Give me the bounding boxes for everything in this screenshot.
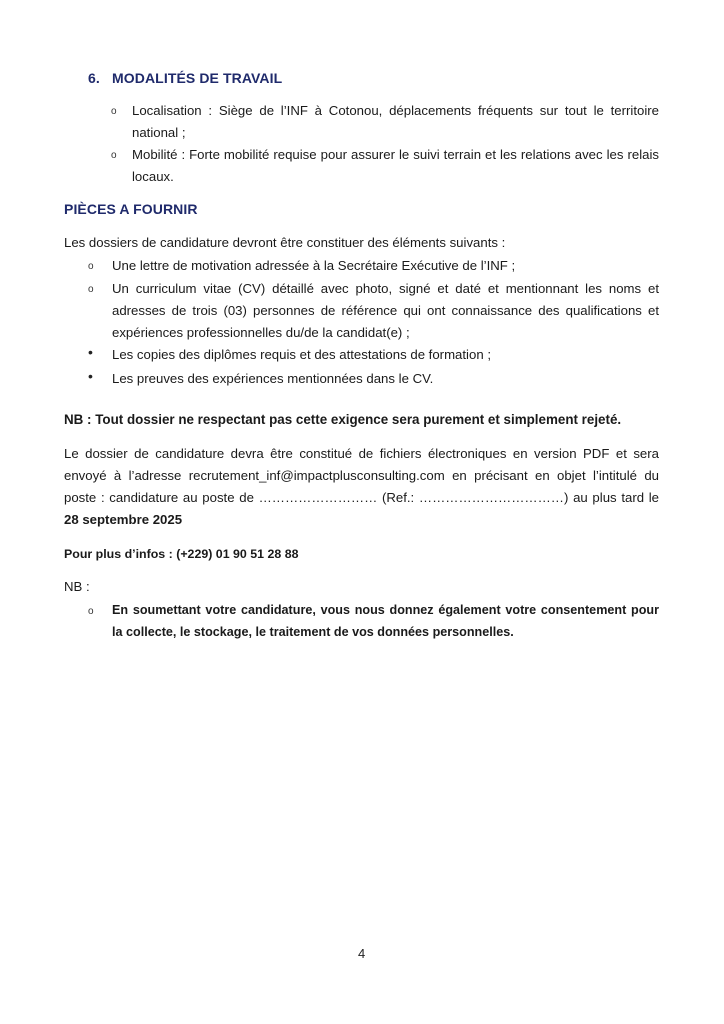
circle-bullet-icon: o [111, 150, 117, 161]
info-line: Pour plus d’infos : (+229) 01 90 51 28 88 [64, 547, 299, 561]
pieces-intro: Les dossiers de candidature devront être constituer des éléments suivants : [64, 235, 506, 250]
nb-warning: NB : Tout dossier ne respectant pas cette exigence sera purement et simplement rejeté. [64, 412, 622, 427]
dot-bullet-icon: • [88, 368, 93, 384]
consent-notice: En soumettant votre candidature, vous nous donnez également votre consentement pour la collecte, le stockage, le traitement de vos données personnelles. [112, 603, 659, 639]
list-item-diplomes: Les copies des diplômes requis et des attestations de formation ; [112, 347, 491, 362]
submission-paragraph [64, 443, 659, 531]
deadline: 28 septembre 2025 [64, 512, 183, 527]
circle-bullet-icon: o [88, 261, 94, 272]
submission-text: Le dossier de candidature devra être constitué de fichiers électroniques en version PDF et sera envoyé à l’adresse recrutement_inf@impactplusconsulting.com en précisant en objet l’intitulé du poste : candidature au poste de ……………………… (Ref.: ……………………………) au plus tard le [64, 446, 659, 505]
list-item-cv: Un curriculum vitae (CV) détaillé avec photo, signé et daté et mentionnant les noms et adresses de trois (03) personnes de référence qui ont connaissance des qualifications et expériences professionnelles du/de la candidat(e) ; [112, 281, 659, 340]
page-number: 4 [358, 946, 366, 961]
section-number: 6. [88, 70, 100, 86]
list-item-lettre: Une lettre de motivation adressée à la Secrétaire Exécutive de l’INF ; [112, 258, 516, 273]
section-heading-modalites [88, 70, 282, 86]
section-heading-pieces: PIÈCES A FOURNIR [64, 201, 198, 217]
list-item-preuves: Les preuves des expériences mentionnées dans le CV. [112, 371, 434, 386]
circle-bullet-icon: o [88, 284, 94, 295]
list-item-localisation: Localisation : Siège de l’INF à Cotonou, déplacements fréquents sur tout le territoire national ; [132, 103, 659, 140]
dot-bullet-icon: • [88, 344, 93, 360]
section-title: MODALITÉS DE TRAVAIL [112, 70, 283, 86]
list-item-mobilite: Mobilité : Forte mobilité requise pour assurer le suivi terrain et les relations avec les relais locaux. [132, 147, 659, 184]
circle-bullet-icon: o [111, 106, 117, 117]
nb-label: NB : [64, 579, 90, 594]
circle-bullet-icon: o [88, 606, 94, 617]
